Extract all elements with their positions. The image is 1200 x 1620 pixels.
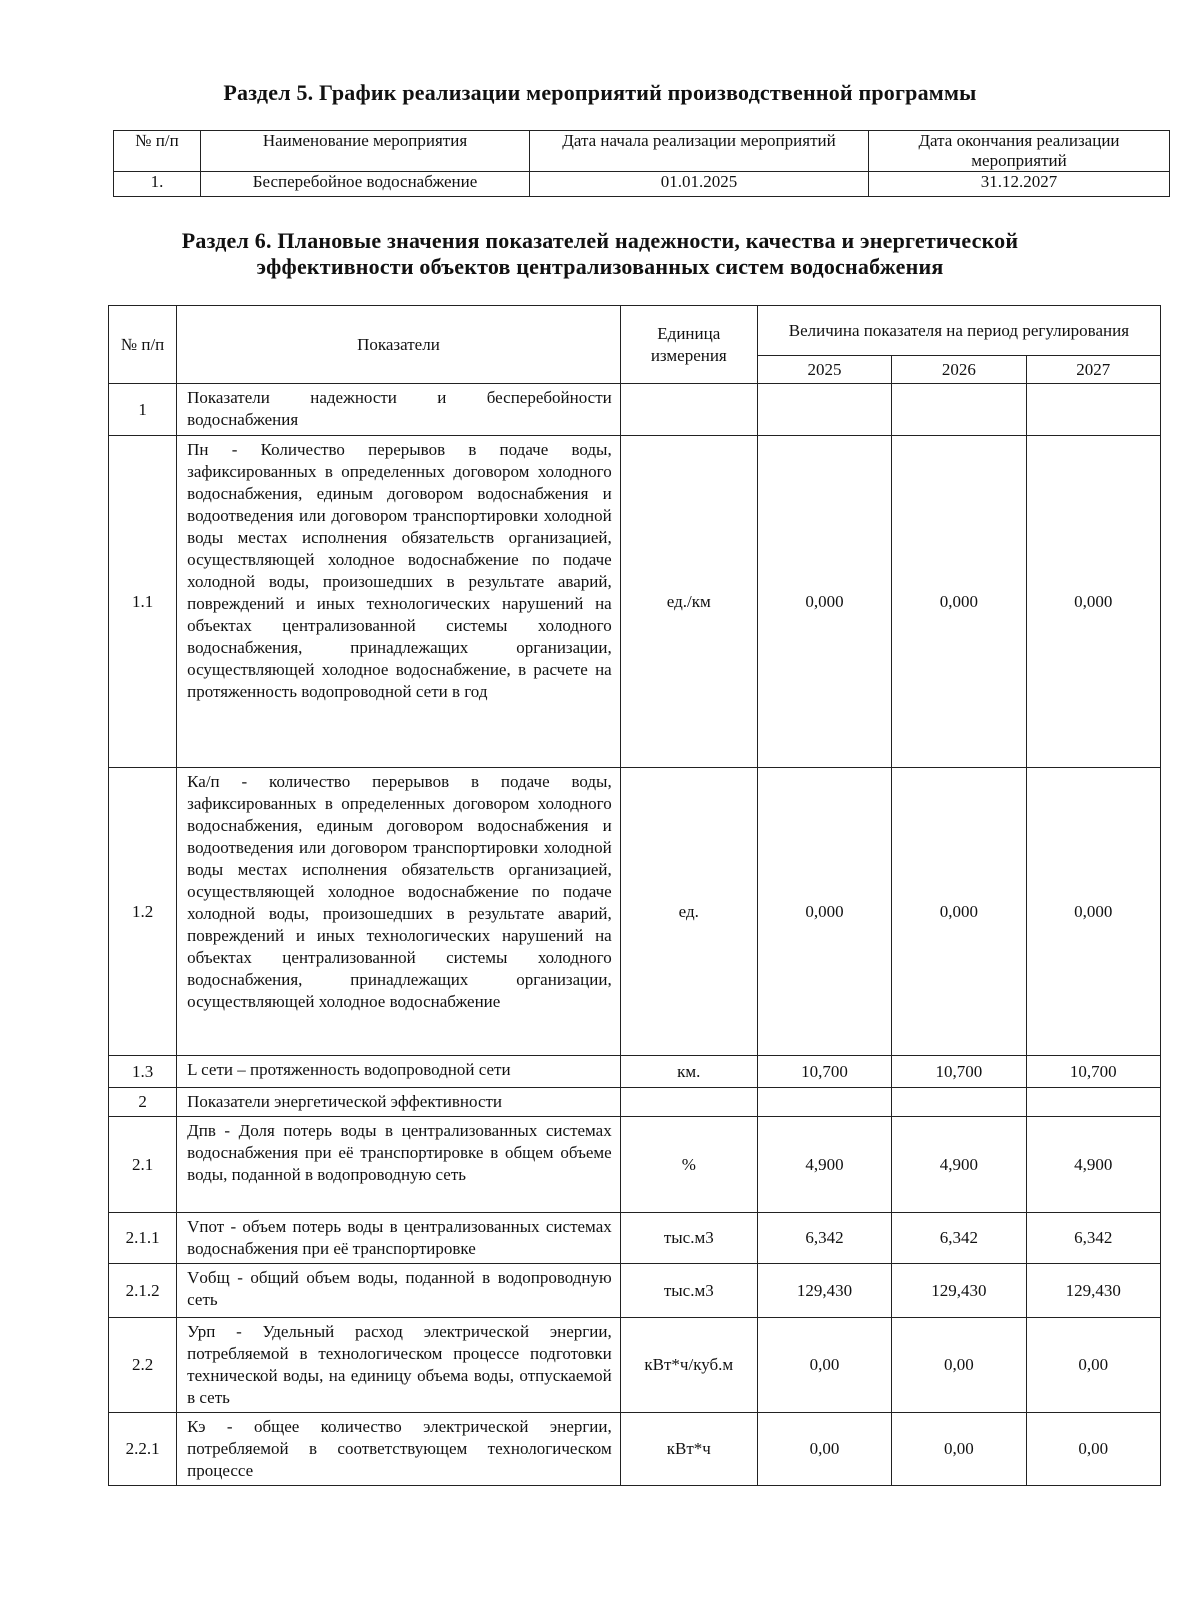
- table-row: [114, 172, 1170, 197]
- section6-body: [109, 384, 1161, 1486]
- row-no: 2.2.1: [109, 1413, 177, 1486]
- row-value-2027: 0,000: [1026, 436, 1160, 768]
- row-value-2026: 0,000: [892, 768, 1026, 1056]
- row-value-2025: 0,00: [757, 1318, 891, 1413]
- row-no: 1.: [114, 172, 201, 197]
- header-unit: Единица измерения: [620, 306, 757, 384]
- row-value-2025: [757, 1088, 891, 1117]
- row-value-2027: [1026, 384, 1160, 436]
- header-period: Величина показателя на период регулирования: [757, 306, 1160, 356]
- table-row: [109, 1413, 1161, 1486]
- section5-table: [113, 130, 1170, 197]
- row-unit: [620, 1088, 757, 1117]
- header-no: № п/п: [114, 131, 201, 172]
- row-no: 2: [109, 1088, 177, 1117]
- row-value-2025: 10,700: [757, 1056, 891, 1088]
- header-year-2026: 2026: [892, 356, 1026, 384]
- table-row: [109, 1213, 1161, 1264]
- section6-table: [108, 305, 1161, 1486]
- row-value-2026: 4,900: [892, 1117, 1026, 1213]
- row-unit: ед./км: [620, 436, 757, 768]
- row-unit: тыс.м3: [620, 1264, 757, 1318]
- row-value-2025: 0,000: [757, 768, 891, 1056]
- row-unit: кВт*ч/куб.м: [620, 1318, 757, 1413]
- row-no: 2.1: [109, 1117, 177, 1213]
- row-indicator: Урп - Удельный расход электрической энергии, потребляемой в технологическом процессе подготовки технической воды, на единицу объема воды, отпускаемой в сеть: [177, 1318, 621, 1413]
- row-unit: %: [620, 1117, 757, 1213]
- table-row: [109, 384, 1161, 436]
- header-start: Дата начала реализации мероприятий: [530, 131, 869, 172]
- row-end: 31.12.2027: [869, 172, 1170, 197]
- row-value-2025: 6,342: [757, 1213, 891, 1264]
- row-indicator: Пн - Количество перерывов в подаче воды, зафиксированных в определенных договором холодного водоснабжения, единым договором водоснабжения и водоотведения или договором транспортировки холодной воды местах исполнения обязательств организацией, осуществляющей холодное водоснабжение по подаче холодной воды, произошедших в результате аварий, повреждений и иных технологических нарушений на объектах централизованной системы холодного водоснабжения, принадлежащих организации, осуществляющей холодное водоснабжение, в расчете на протяженность водопроводной сети в год: [177, 436, 621, 768]
- table-row: [109, 1264, 1161, 1318]
- row-value-2026: 10,700: [892, 1056, 1026, 1088]
- row-name: Бесперебойное водоснабжение: [201, 172, 530, 197]
- row-no: 1.2: [109, 768, 177, 1056]
- table-row: [109, 436, 1161, 768]
- row-value-2025: 0,00: [757, 1413, 891, 1486]
- header-year-2025: 2025: [757, 356, 891, 384]
- row-value-2026: 0,000: [892, 436, 1026, 768]
- row-unit: тыс.м3: [620, 1213, 757, 1264]
- row-unit: ед.: [620, 768, 757, 1056]
- row-value-2027: 4,900: [1026, 1117, 1160, 1213]
- section5-header-row: [114, 131, 1170, 172]
- header-indicator: Показатели: [177, 306, 621, 384]
- section6-title-line1: Раздел 6. Плановые значения показателей надежности, качества и энергетической: [181, 228, 1019, 253]
- row-value-2026: 0,00: [892, 1413, 1026, 1486]
- row-indicator: Ка/п - количество перерывов в подаче воды, зафиксированных в определенных договором холодного водоснабжения, единым договором водоснабжения и водоотведения или договором транспортировки холодной воды местах исполнения обязательств организацией, осуществляющей холодное водоснабжение по подаче холодной воды, произошедших в результате аварий, повреждений и иных технологических нарушений на объектах централизованной системы холодного водоснабжения, принадлежащих организации, осуществляющей холодное водоснабжение: [177, 768, 621, 1056]
- row-value-2026: [892, 384, 1026, 436]
- row-unit: кВт*ч: [620, 1413, 757, 1486]
- row-indicator: Vобщ - общий объем воды, поданной в водопроводную сеть: [177, 1264, 621, 1318]
- row-indicator: Показатели энергетической эффективности: [177, 1088, 621, 1117]
- row-value-2026: 129,430: [892, 1264, 1026, 1318]
- row-value-2027: 0,00: [1026, 1413, 1160, 1486]
- row-no: 2.1.2: [109, 1264, 177, 1318]
- row-value-2027: 0,000: [1026, 768, 1160, 1056]
- header-year-2027: 2027: [1026, 356, 1160, 384]
- section6-header-row: [109, 306, 1161, 356]
- table-row: [109, 1088, 1161, 1117]
- table-row: [109, 1318, 1161, 1413]
- row-no: 1.3: [109, 1056, 177, 1088]
- row-indicator: Кэ - общее количество электрической энергии, потребляемой в соответствующем технологическом процессе: [177, 1413, 621, 1486]
- row-value-2027: 6,342: [1026, 1213, 1160, 1264]
- section6-title-line2: эффективности объектов централизованных систем водоснабжения: [256, 254, 944, 279]
- table-row: [109, 768, 1161, 1056]
- section5-title: Раздел 5. График реализации мероприятий производственной программы: [223, 80, 977, 105]
- table-row: [109, 1056, 1161, 1088]
- row-no: 2.2: [109, 1318, 177, 1413]
- row-unit: [620, 384, 757, 436]
- row-value-2026: [892, 1088, 1026, 1117]
- row-no: 2.1.1: [109, 1213, 177, 1264]
- row-no: 1.1: [109, 436, 177, 768]
- row-value-2027: 0,00: [1026, 1318, 1160, 1413]
- row-value-2027: 10,700: [1026, 1056, 1160, 1088]
- row-value-2027: [1026, 1088, 1160, 1117]
- row-value-2026: 0,00: [892, 1318, 1026, 1413]
- row-value-2026: 6,342: [892, 1213, 1026, 1264]
- row-value-2025: 4,900: [757, 1117, 891, 1213]
- table-row: [109, 1117, 1161, 1213]
- row-value-2025: 0,000: [757, 436, 891, 768]
- header-name: Наименование мероприятия: [201, 131, 530, 172]
- header-no: № п/п: [109, 306, 177, 384]
- row-indicator: L сети – протяженность водопроводной сети: [177, 1056, 621, 1088]
- row-value-2025: [757, 384, 891, 436]
- row-value-2027: 129,430: [1026, 1264, 1160, 1318]
- row-indicator: Vпот - объем потерь воды в централизованных системах водоснабжения при её транспортировке: [177, 1213, 621, 1264]
- row-start: 01.01.2025: [530, 172, 869, 197]
- row-value-2025: 129,430: [757, 1264, 891, 1318]
- row-no: 1: [109, 384, 177, 436]
- header-end: Дата окончания реализации мероприятий: [869, 131, 1170, 172]
- row-indicator: Показатели надежности и бесперебойности водоснабжения: [177, 384, 621, 436]
- row-indicator: Дпв - Доля потерь воды в централизованных системах водоснабжения при её транспортировке в общем объеме воды, поданной в водопроводную сеть: [177, 1117, 621, 1213]
- row-unit: км.: [620, 1056, 757, 1088]
